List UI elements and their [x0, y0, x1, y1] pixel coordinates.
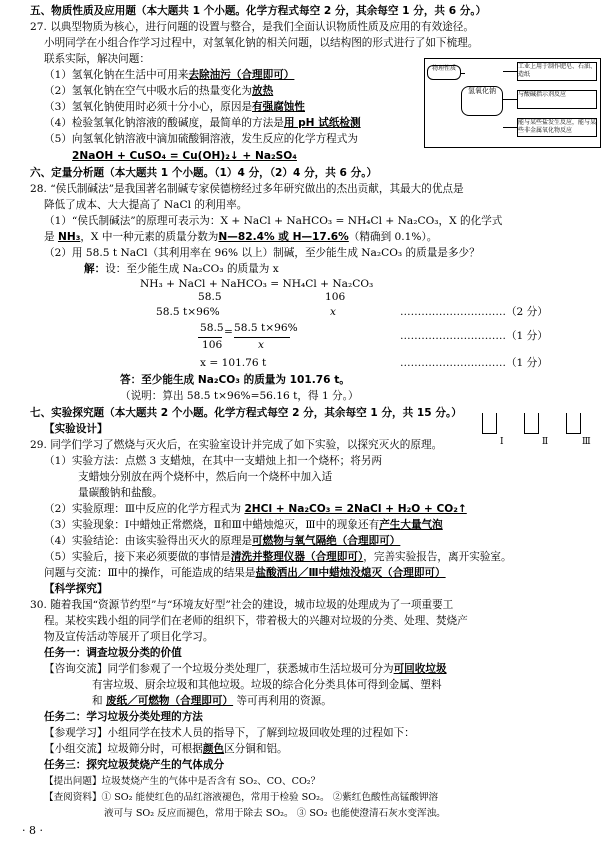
- grading-note: （说明：算出 58.5 t×96%=56.16 t，得 1 分。）: [120, 390, 359, 402]
- q30-stem-1: 30. 随着我国“资源节约型”与“环境友好型”社会的建设，城市垃圾的处理成为了一项重要工: [30, 599, 454, 611]
- q27-part-3: （3）氢氧化钠使用时必须十分小心，原因是有强腐蚀性: [44, 101, 305, 113]
- q29-after: （5）实验后，接下来必须要做的事情是清洗并整理仪器（合理即可），完善实验报告，离开实验室。: [44, 551, 512, 563]
- beaker-figure: [478, 405, 598, 465]
- mind-map-box-3: 能与某些盐发生反应，能与某些非金属氧化物反应: [517, 118, 597, 137]
- molar-mass-2: 106: [325, 291, 346, 303]
- subsection-experiment-design: 【实验设计】: [44, 423, 108, 435]
- final-answer: 答：至少能生成 Na₂CO₃ 的质量为 101.76 t。: [120, 374, 350, 386]
- task-2-line-2: 【小组交流】垃圾筛分时，可根据颜色区分铜和铝。: [44, 743, 288, 755]
- q29-phenomenon: （3）实验现象：Ⅰ中蜡烛正常燃烧，Ⅱ和Ⅲ中蜡烛熄灭，Ⅲ中的现象还有产生大量气泡: [44, 519, 443, 531]
- q27-stem-1: 27. 以典型物质为核心，进行问题的设置与整合，是我们全面认识物质性质及应用的有效途径。: [30, 21, 474, 33]
- mind-map-left-node: 物理性质: [427, 65, 461, 80]
- q29-discussion-answer: 盐酸洒出／Ⅲ中蜡烛没熄灭（合理即可）: [255, 567, 446, 579]
- q29-after-answer: 清洗并整理仪器（合理即可）: [230, 551, 364, 563]
- fraction-den-1: 106: [202, 339, 223, 351]
- beaker-label-2: Ⅱ: [542, 437, 549, 447]
- task-1-line-1: 【咨询交流】同学们参观了一个垃圾分类处理厂，获悉城市生活垃圾可分为可回收垃圾: [44, 663, 447, 675]
- task-1-line-3: 和 废纸／可燃物（合理即可） 等可再利用的资源。: [92, 695, 332, 707]
- q30-stem-3: 物及宣传活动等展开了项目化学习。: [44, 631, 214, 643]
- q27-answer-2: 放热: [252, 85, 274, 97]
- q29-discussion: 问题与交流：Ⅲ中的操作，可能造成的结果是盐酸洒出／Ⅲ中蜡烛没熄灭（合理即可）: [44, 567, 446, 579]
- q29-method-3: 量碳酸钠和盐酸。: [78, 487, 163, 499]
- task-1-title: 任务一：调查垃圾分类的价值: [44, 647, 182, 659]
- task-2-title: 任务二：学习垃圾分类处理的方法: [44, 711, 203, 723]
- unknown-x: x: [330, 306, 336, 318]
- task-3-reference-1: 【查阅资料】① SO₂ 能使红色的品红溶液褪色，常用于检验 SO₂。 ②紫红色酸性高锰酸钾溶: [44, 792, 439, 803]
- mind-map-center: 氢氧化钠: [461, 86, 503, 116]
- q28-part-1b: 是 NH₃，X 中一种元素的质量分数为N—82.4% 或 H—17.6%（精确到 0.1%）。: [44, 231, 438, 243]
- mind-map-box-2: 与酸碱指示剂反应: [517, 90, 597, 109]
- q28-part-2: （2）用 58.5 t NaCl（其利用率在 96% 以上）制碱，至少能生成 Na₂CO₃ 的质量是多少？: [44, 247, 480, 259]
- q27-stem-3: 联系实际，解决问题：: [44, 53, 150, 65]
- q27-stem-2: 小明同学在小组合作学习过程中，对氢氧化钠的相关问题，以结构图的形式进行了如下梳理。: [44, 37, 479, 49]
- q27-part-1: （1）氢氧化钠在生活中可用来去除油污（合理即可）: [44, 69, 295, 81]
- score-2-points: …………………………（2 分）: [400, 306, 548, 318]
- score-1-point-a: …………………………（1 分）: [400, 330, 548, 342]
- solution-equation: NH₃ + NaCl + NaHCO₃ = NH₄Cl + Na₂CO₃: [140, 278, 374, 290]
- task-1-line-2: 有害垃圾、厨余垃圾和其他垃圾。垃圾的综合化分类具体可得到金属、塑料: [92, 679, 442, 691]
- task-2-answer: 颜色: [202, 743, 225, 755]
- solution: 解：设：至少能生成 Na₂CO₃ 的质量为 x: [84, 263, 279, 275]
- beaker-label-3: Ⅲ: [582, 437, 591, 447]
- result: x = 101.76 t: [200, 357, 267, 369]
- q27-equation: 2NaOH + CuSO₄ = Cu(OH)₂↓ + Na₂SO₄: [72, 150, 297, 162]
- given-mass: 58.5 t×96%: [156, 306, 220, 318]
- page-number: · 8 ·: [22, 824, 43, 837]
- q29-stem: 29. 同学们学习了燃烧与灭火后，在实验室设计并完成了如下实验，以探究灭火的原理。: [30, 439, 443, 451]
- task-1-answer-2: 废纸／可燃物（合理即可）: [105, 695, 234, 707]
- fraction-num-1: 58.5: [200, 322, 224, 334]
- q28-fraction-answer: N—82.4% 或 H—17.6%: [218, 231, 349, 243]
- q29-conclusion: （4）实验结论：由该实验得出灭火的原理是可燃物与氧气隔绝（合理即可）: [44, 535, 401, 547]
- section-5-title: 五、物质性质及应用题（本大题共 1 个小题。化学方程式每空 2 分，其余每空 1 分，共 6 分。）: [30, 5, 487, 17]
- task-3-reference-2: 液可与 SO₂ 反应而褪色，常用于除去 SO₂。 ③ SO₂ 也能使澄清石灰水变浑浊。: [104, 808, 446, 819]
- q29-method-1: （1）实验方法：点燃 3 支蜡烛，在其中一支蜡烛上扣一个烧杯；将另两: [44, 455, 383, 467]
- molar-mass-1: 58.5: [198, 291, 222, 303]
- naoh-mind-map: [424, 58, 601, 148]
- fraction-den-2: x: [258, 339, 264, 351]
- q28-stem-1: 28. “侯氏制碱法”是我国著名制碱专家侯德榜经过多年研究做出的杰出贡献，其最大的优点是: [30, 183, 464, 195]
- q28-stem-2: 降低了成本、大大提高了 NaCl 的利用率。: [44, 199, 248, 211]
- q27-answer-3: 有强腐蚀性: [252, 101, 305, 113]
- q27-part-2: （2）氢氧化钠在空气中吸水后的热量变化为放热: [44, 85, 274, 97]
- q29-method-2: 支蜡烛分别放在两个烧杯中，然后向一个烧杯中加入适: [78, 471, 333, 483]
- q30-stem-2: 程。某校实践小组的同学们在老师的组织下，带着极大的兴趣对垃圾的分类、处理、焚烧产: [44, 615, 468, 627]
- q27-answer-1: 去除油污（合理即可）: [188, 69, 295, 81]
- answer-page: 五、物质性质及应用题（本大题共 1 个小题。化学方程式每空 2 分，其余每空 1 分，共 6 分。） 27. 以典型物质为核心，进行问题的设置与整合，是我们全面认识物质性质及应用的有效途径。 小明同学在小组合作学习过程中，对氢氧化钠的相关问题，以结构图的形式进行了如下梳理。 联系实际，解决问题： （1）氢氧化钠在生活中可用来去除油污（合理即可） （2）氢氧化钠在空气中吸水后的热量变化为放热 （3）氢氧化钠使用时必须十分小心，原因是有强腐蚀性 （4）检验氢氧化钠溶液的酸碱度，最简单的方法是用 pH 试纸检测 （5）向氢氧化钠溶液中滴加硫酸铜溶液，发生反应的化学方程式为 2NaOH + CuSO₄ = Cu(OH)₂↓ + Na₂SO₄ 物理性质 氢氧化钠 工业上用于制作肥皂、石油、造纸 与酸碱指示剂反应 能与某些盐发生反应，能与某些非金属氧化物反应 六、定量分析题（本大题共 1 个小题。（1）4 分，（2）4 分，共 6 分。） 28. “侯氏制碱法”是我国著名制碱专家侯德榜经过多年研究做出的杰出贡献，其最大的优点是 降低了成本、大大提高了 NaCl 的利用率。 （1）“侯氏制碱法”的原理可表示为：X + NaCl + NaHCO₃ = NH₄Cl + Na₂CO₃，X 的化学式 是 NH₃，X 中一种元素的质量分数为N—82.4% 或 H—17.6%（精确到 0.1%）。 （2）用 58.5 t NaCl（其利用率在 96% 以上）制碱，至少能生成 Na₂CO₃ 的质量是多少？ 解：设：至少能生成 Na₂CO₃ 的质量为 x NH₃ + NaCl + NaHCO₃ = NH₄Cl + Na₂CO₃ 58.5 106 58.5 t×96% x …………………………（2 分） 58.5 58.5 t×96% = 106 x …………………………（1 分） x = 101.76 t …………………………（1 分） 答：至少能生成 Na₂CO₃ 的质量为 101.76 t。 （说明：算出 58.5 t×96%=56.16 t，得 1 分。） 七、实验探究题（本大题共 2 个小题。化学方程式每空 2 分，其余每空 1 分，共 15 分。） 【实验设计】 29. 同学们学习了燃烧与灭火后，在实验室设计并完成了如下实验，以探究灭火的原理。 （1）实验方法：点燃 3 支蜡烛，在其中一支蜡烛上扣一个烧杯；将另两 支蜡烛分别放在两个烧杯中，然后向一个烧杯中加入适 量碳酸钠和盐酸。 Ⅰ Ⅱ Ⅲ （2）实验原理：Ⅲ中反应的化学方程式为 2HCl + Na₂CO₃ = 2NaCl + H₂O + CO₂↑ （3）实验现象：Ⅰ中蜡烛正常燃烧，Ⅱ和Ⅲ中蜡烛熄灭，Ⅲ中的现象还有产生大量气泡 （4）实验结论：由该实验得出灭火的原理是可燃物与氧气隔绝（合理即可） （5）实验后，接下来必须要做的事情是清洗并整理仪器（合理即可），完善实验报告，离开实验室。 问题与交流：Ⅲ中的操作，可能造成的结果是盐酸洒出／Ⅲ中蜡烛没熄灭（合理即可） 【科学探究】 30. 随着我国“资源节约型”与“环境友好型”社会的建设，城市垃圾的处理成为了一项重要工 程。某校实践小组的同学们在老师的组织下，带着极大的兴趣对垃圾的分类、处理、焚烧产 物及宣传活动等展开了项目化学习。 任务一：调查垃圾分类的价值 【咨询交流】同学们参观了一个垃圾分类处理厂，获悉城市生活垃圾可分为可回收垃圾 有害垃圾、厨余垃圾和其他垃圾。垃圾的综合化分类具体可得到金属、塑料 和 废纸／可燃物（合理即可） 等可再利用的资源。 任务二：学习垃圾分类处理的方法 【参观学习】小组同学在技术人员的指导下，了解到垃圾回收处理的过程如下： 【小组交流】垃圾筛分时，可根据颜色区分铜和铝。 任务三：探究垃圾焚烧产生的气体成分 【提出问题】垃圾焚烧产生的气体中是否含有 SO₂、CO、CO₂？ 【查阅资料】① SO₂ 能使红色的品红溶液褪色，常用于检验 SO₂。 ②紫红色酸性高锰酸钾溶 液可与 SO₂ 反应而褪色，常用于除去 SO₂。 ③ SO₂ 也能使澄清石灰水变浑浊。 · 8 ·: [0, 0, 611, 845]
- task-3-question: 【提出问题】垃圾焚烧产生的气体中是否含有 SO₂、CO、CO₂？: [44, 776, 321, 787]
- section-6-title: 六、定量分析题（本大题共 1 个小题。（1）4 分，（2）4 分，共 6 分。）: [30, 167, 378, 179]
- q29-phenomenon-answer: 产生大量气泡: [379, 519, 443, 531]
- subsection-science-inquiry: 【科学探究】: [44, 583, 108, 595]
- fraction-num-2: 58.5 t×96%: [234, 322, 298, 334]
- q27-part-4: （4）检验氢氧化钠溶液的酸碱度，最简单的方法是用 pH 试纸检测: [44, 117, 361, 129]
- score-1-point-b: …………………………（1 分）: [400, 357, 548, 369]
- q28-x-answer: NH₃: [57, 231, 81, 243]
- q27-answer-4: 用 pH 试纸检测: [283, 117, 361, 129]
- task-1-answer-1: 可回收垃圾: [393, 663, 447, 675]
- task-2-line-1: 【参观学习】小组同学在技术人员的指导下，了解到垃圾回收处理的过程如下：: [44, 727, 415, 739]
- q28-part-1: （1）“侯氏制碱法”的原理可表示为：X + NaCl + NaHCO₃ = NH₄Cl + Na₂CO₃，X 的化学式: [44, 215, 503, 227]
- q29-principle: （2）实验原理：Ⅲ中反应的化学方程式为 2HCl + Na₂CO₃ = 2NaCl + H₂O + CO₂↑: [44, 503, 467, 515]
- q27-part-5: （5）向氢氧化钠溶液中滴加硫酸铜溶液，发生反应的化学方程式为: [44, 133, 358, 145]
- q29-conclusion-answer: 可燃物与氧气隔绝（合理即可）: [252, 535, 401, 547]
- section-7-title: 七、实验探究题（本大题共 2 个小题。化学方程式每空 2 分，其余每空 1 分，共 15 分。）: [30, 407, 462, 419]
- beaker-label-1: Ⅰ: [500, 437, 504, 447]
- mind-map-box-1: 工业上用于制作肥皂、石油、造纸: [517, 62, 597, 81]
- q29-equation: 2HCl + Na₂CO₃ = 2NaCl + H₂O + CO₂↑: [244, 503, 467, 515]
- task-3-title: 任务三：探究垃圾焚烧产生的气体成分: [44, 759, 225, 771]
